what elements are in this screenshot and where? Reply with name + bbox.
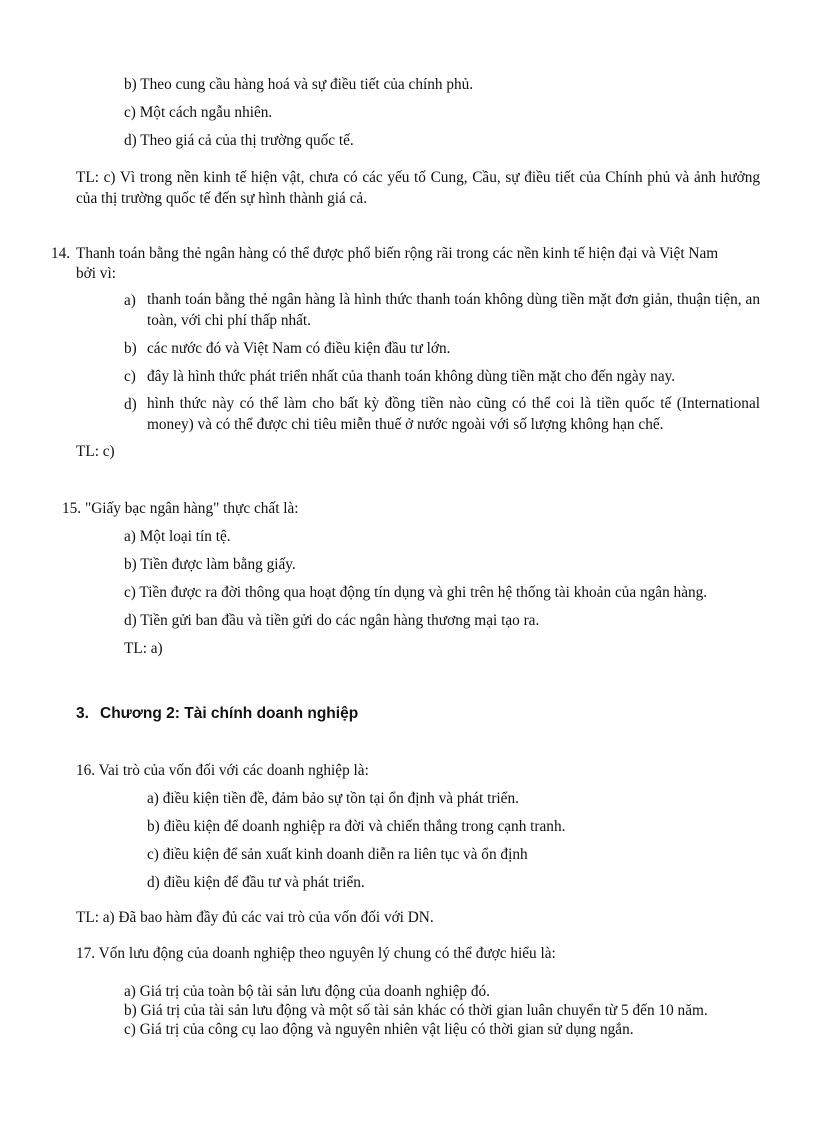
q14-option-a-text: thanh toán bằng thẻ ngân hàng là hình thức thanh toán không dùng tiền mặt đơn giản, thuận tiện, an toàn, với chi phí thấp nhất. xyxy=(147,291,760,329)
q16-option-d: d) điều kiện để đầu tư và phát triển. xyxy=(147,874,365,891)
q14-option-d-text: hình thức này có thể làm cho bất kỳ đồng tiền nào cũng có thể coi là tiền quốc tế (International money) và có thể được chi tiêu miễn thuế ở nước ngoài với số lượng không hạn chế. xyxy=(147,395,760,433)
q13-answer: TL: c) Vì trong nền kinh tế hiện vật, chưa có các yếu tố Cung, Cầu, sự điều tiết của Chính phủ và ảnh hưởng của thị trường quốc tế đến sự hình thành giá cả. xyxy=(76,169,760,207)
q15-option-b: b) Tiền được làm bằng giấy. xyxy=(124,556,296,573)
q17-option-a: a) Giá trị của toàn bộ tài sản lưu động của doanh nghiệp đó. xyxy=(124,983,490,1000)
q14-option-a-label: a) xyxy=(124,292,136,309)
q14-number: 14. xyxy=(51,245,71,262)
section-number: 3. xyxy=(76,705,89,722)
q15-option-a: a) Một loại tín tệ. xyxy=(124,528,231,545)
q14-option-c-label: c) xyxy=(124,368,136,385)
q16-option-a: a) điều kiện tiền đề, đảm bảo sự tồn tại ổn định và phát triển. xyxy=(147,790,519,807)
q15-answer: TL: a) xyxy=(124,640,163,657)
q15-option-c: c) Tiền được ra đời thông qua hoạt động tín dụng và ghi trên hệ thống tài khoản của ngân hàng. xyxy=(124,584,708,601)
q14-question-line1: Thanh toán bằng thẻ ngân hàng có thể được phổ biến rộng rãi trong các nền kinh tế hiện đại và Việt Nam xyxy=(76,245,719,262)
q16-question: 16. Vai trò của vốn đối với các doanh nghiệp là: xyxy=(76,762,369,779)
q16-answer: TL: a) Đã bao hàm đầy đủ các vai trò của vốn đối với DN. xyxy=(76,909,434,926)
q13-option-c: c) Một cách ngẫu nhiên. xyxy=(124,104,273,121)
q17-option-b: b) Giá trị của tài sản lưu động và một số tài sản khác có thời gian luân chuyển từ 5 đến 10 năm. xyxy=(124,1002,708,1019)
q14-option-b-text: các nước đó và Việt Nam có điều kiện đầu tư lớn. xyxy=(147,340,451,357)
q13-option-b: b) Theo cung cầu hàng hoá và sự điều tiết của chính phủ. xyxy=(124,76,474,93)
q13-option-d: d) Theo giá cả của thị trường quốc tế. xyxy=(124,132,354,149)
section-title: Chương 2: Tài chính doanh nghiệp xyxy=(100,705,359,722)
q14-option-c-text: đây là hình thức phát triển nhất của thanh toán không dùng tiền mặt cho đến ngày nay. xyxy=(147,368,676,385)
q16-option-b: b) điều kiện để doanh nghiệp ra đời và chiến thắng trong cạnh tranh. xyxy=(147,818,566,835)
q17-question: 17. Vốn lưu động của doanh nghiệp theo nguyên lý chung có thể được hiểu là: xyxy=(76,945,556,962)
q14-option-b-label: b) xyxy=(124,340,137,357)
q14-question-line2: bởi vì: xyxy=(76,265,116,282)
q15-option-d: d) Tiền gửi ban đầu và tiền gửi do các ngân hàng thương mại tạo ra. xyxy=(124,612,540,629)
q17-option-c: c) Giá trị của công cụ lao động và nguyên nhiên vật liệu có thời gian sử dụng ngắn. xyxy=(124,1021,634,1038)
q15-question: 15. "Giấy bạc ngân hàng" thực chất là: xyxy=(62,500,299,517)
q14-option-d-label: d) xyxy=(124,396,137,413)
q14-answer: TL: c) xyxy=(76,443,115,460)
q16-option-c: c) điều kiện để sản xuất kinh doanh diễn ra liên tục và ổn định xyxy=(147,846,528,863)
